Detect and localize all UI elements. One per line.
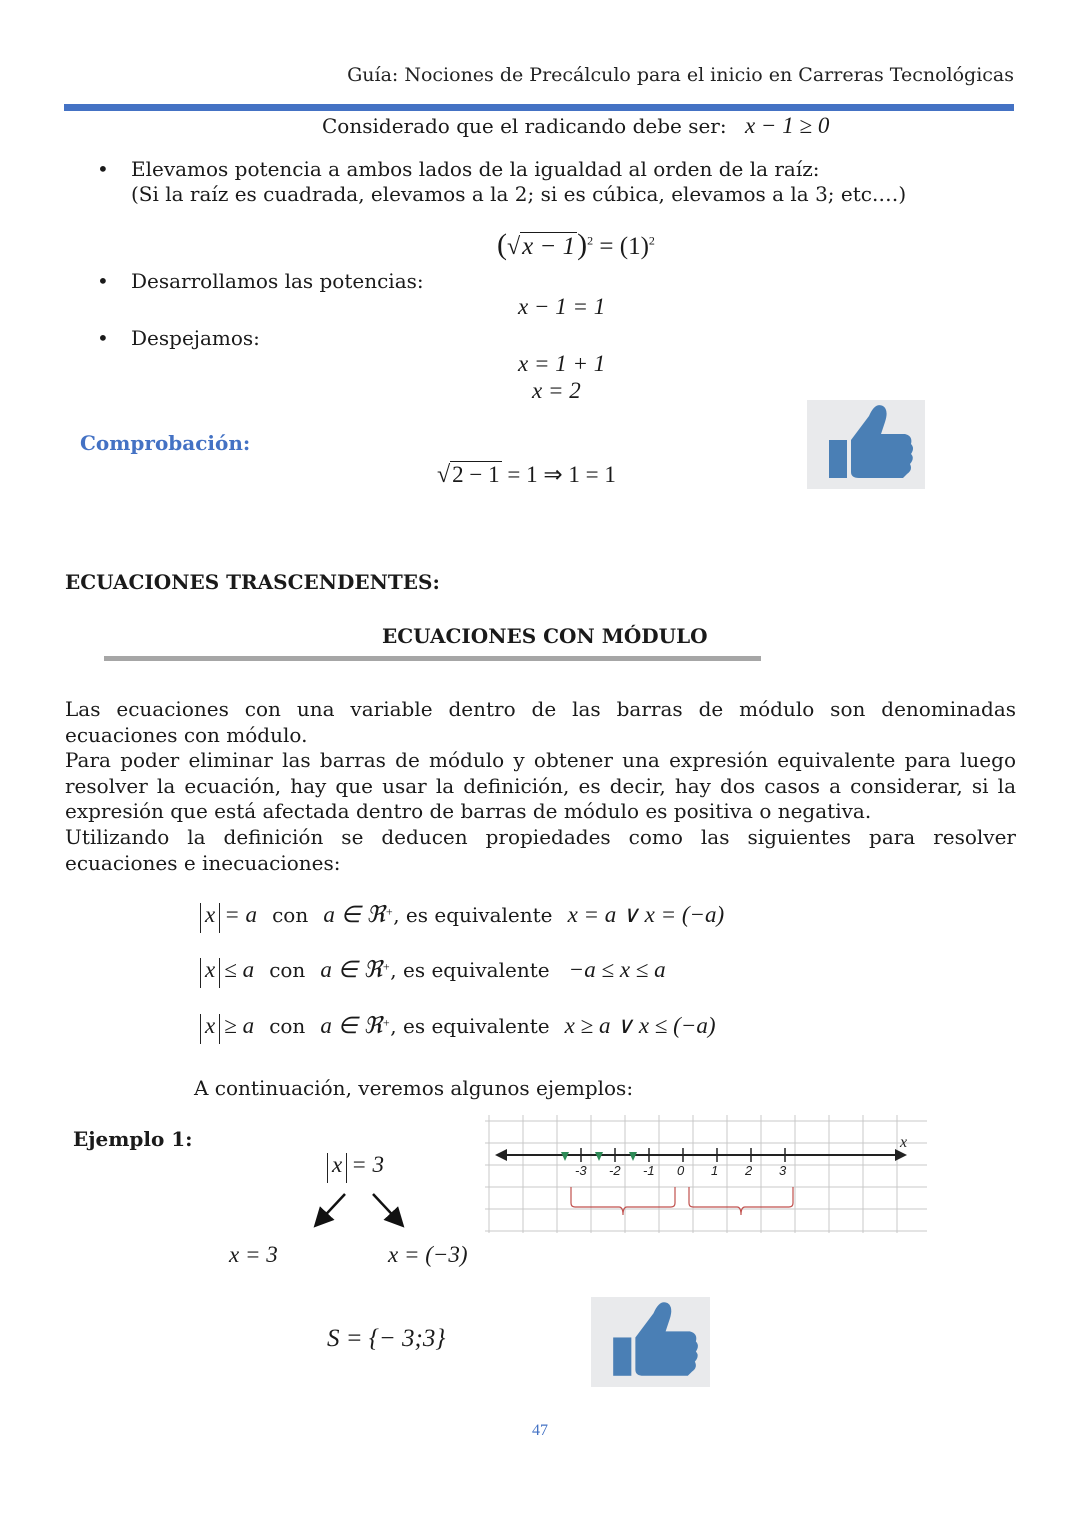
section-transcendental: ECUACIONES TRASCENDENTES:	[65, 570, 440, 594]
property-1-con: con	[272, 903, 309, 927]
equation-square-rhs: = (1)	[599, 233, 649, 260]
step-raise-power	[131, 157, 906, 207]
example1-right: x = (−3)	[388, 1242, 468, 1267]
tick-label: 3	[779, 1163, 787, 1178]
radicand-condition-line	[322, 113, 829, 139]
property-2-result: −a ≤ x ≤ a	[568, 957, 666, 982]
page-number: 47	[532, 1422, 548, 1439]
header-rule	[64, 104, 1014, 111]
modulus-intro-paragraphs	[65, 697, 1016, 876]
tick-label: 1	[711, 1163, 719, 1178]
example1-solution: S = {− 3;3}	[327, 1325, 446, 1352]
example1-label: Ejemplo 1:	[73, 1127, 193, 1151]
section-rule	[104, 656, 761, 661]
property-3: x ≥ a con a ∈ ℜ+, es equivalente x ≥ a ∨ x ≤ (−a)	[196, 1013, 716, 1044]
example1-equation	[323, 1152, 384, 1183]
example1-rhs: = 3	[351, 1152, 384, 1177]
property-3-set: a ∈ ℜ	[320, 1013, 383, 1038]
example1-left: x = 3	[229, 1242, 278, 1267]
property-3-result: x ≥ a ∨ x ≤ (−a)	[564, 1013, 716, 1038]
axis-label: x	[900, 1134, 908, 1151]
paragraph-1: Las ecuaciones con una variable dentro de las barras de módulo son denominadas ecuaciones con módulo.	[65, 697, 1016, 747]
section-modulus: ECUACIONES CON MÓDULO	[382, 624, 708, 648]
arrow-right	[373, 1194, 401, 1224]
brace-positive	[689, 1187, 793, 1215]
example1-abs: x	[332, 1152, 343, 1177]
paragraph-3: Utilizando la definición se deducen propiedades como las siguientes para resolver ecuaciones e inecuaciones:	[65, 824, 1016, 875]
check-radicand: 2 − 1	[452, 462, 500, 487]
check-label: Comprobación:	[80, 431, 251, 455]
property-1-rel: = a	[224, 902, 257, 927]
property-3-equiv: , es equivalente	[390, 1014, 550, 1038]
axis-arrow-left-icon	[495, 1149, 507, 1161]
step-expand-text: Desarrollamos las potencias:	[131, 269, 424, 293]
branch-arrows	[305, 1190, 415, 1232]
tick-label: -1	[643, 1163, 655, 1178]
equation-solve-2: x = 2	[532, 378, 581, 403]
property-1-set: a ∈ ℜ	[323, 902, 386, 927]
property-1-equiv: , es equivalente	[393, 903, 553, 927]
thumbs-up-icon-2	[591, 1297, 710, 1387]
property-1-result: x = a ∨ x = (−a)	[567, 902, 725, 927]
property-1-abs: x	[205, 902, 216, 927]
step-raise-power-note: (Si la raíz es cuadrada, elevamos a la 2; si es cúbica, elevamos a la 3; etc.…)	[131, 182, 907, 206]
number-line	[485, 1115, 927, 1233]
equation-square-both-sides: $(√x - 1)^2 = (1)^2$	[497, 228, 655, 261]
tick-label: -3	[575, 1163, 587, 1178]
page-header-title: Guía: Nociones de Precálculo para el inicio en Carreras Tecnológicas	[347, 64, 1014, 86]
property-1: x = a con a ∈ ℜ+, es equivalente x = a ∨ x = (−a)	[196, 902, 724, 933]
property-3-rel: ≥ a	[224, 1013, 255, 1038]
step-solve	[131, 326, 260, 350]
property-3-abs: x	[205, 1013, 216, 1038]
negative-marker	[561, 1152, 569, 1161]
radicand-condition-text: Considerado que el radicando debe ser:	[322, 114, 727, 138]
continuation-text: A continuación, veremos algunos ejemplos:	[194, 1076, 634, 1100]
step-solve-text: Despejamos:	[131, 326, 260, 350]
check-equation: √2 − 1 = 1 ⇒ 1 = 1	[437, 462, 616, 488]
paragraph-2: Para poder eliminar las barras de módulo y obtener una expresión equivalente para luego resolver la ecuación, hay que usar la definición, es decir, hay dos casos a considerar, si la expresión que está afectada dentro de barras de módulo es positiva o negativa.	[65, 748, 1016, 824]
step-expand	[131, 269, 424, 293]
number-line-ticks	[561, 1148, 787, 1178]
property-2-con: con	[269, 958, 306, 982]
property-2-abs: x	[205, 957, 216, 982]
step-raise-power-text: • Elevamos potencia a ambos lados de la igualdad al orden de la raíz:	[131, 157, 820, 181]
negative-marker	[629, 1152, 637, 1161]
tick-label: 0	[677, 1163, 685, 1178]
exponent-right: 2	[648, 233, 655, 248]
property-3-con: con	[269, 1014, 306, 1038]
tick-label: -2	[609, 1163, 621, 1178]
exponent-left: 2	[587, 233, 594, 248]
radical-radicand: x − 1	[522, 233, 576, 260]
radicand-condition-math: x − 1 ≥ 0	[744, 113, 830, 138]
number-line-grid	[485, 1115, 927, 1233]
equation-expand: x − 1 = 1	[518, 294, 606, 319]
property-2-rel: ≤ a	[224, 957, 255, 982]
check-rest: = 1 ⇒ 1 = 1	[507, 462, 616, 487]
property-2-equiv: , es equivalente	[390, 958, 550, 982]
property-2-set: a ∈ ℜ	[320, 957, 383, 982]
tick-label: 2	[745, 1163, 753, 1178]
negative-marker	[595, 1152, 603, 1161]
arrow-left	[317, 1194, 345, 1224]
thumbs-up-icon	[807, 400, 925, 489]
property-2: x ≤ a con a ∈ ℜ+, es equivalente −a ≤ x ≤ a	[196, 957, 666, 988]
equation-solve-1: x = 1 + 1	[518, 351, 606, 376]
